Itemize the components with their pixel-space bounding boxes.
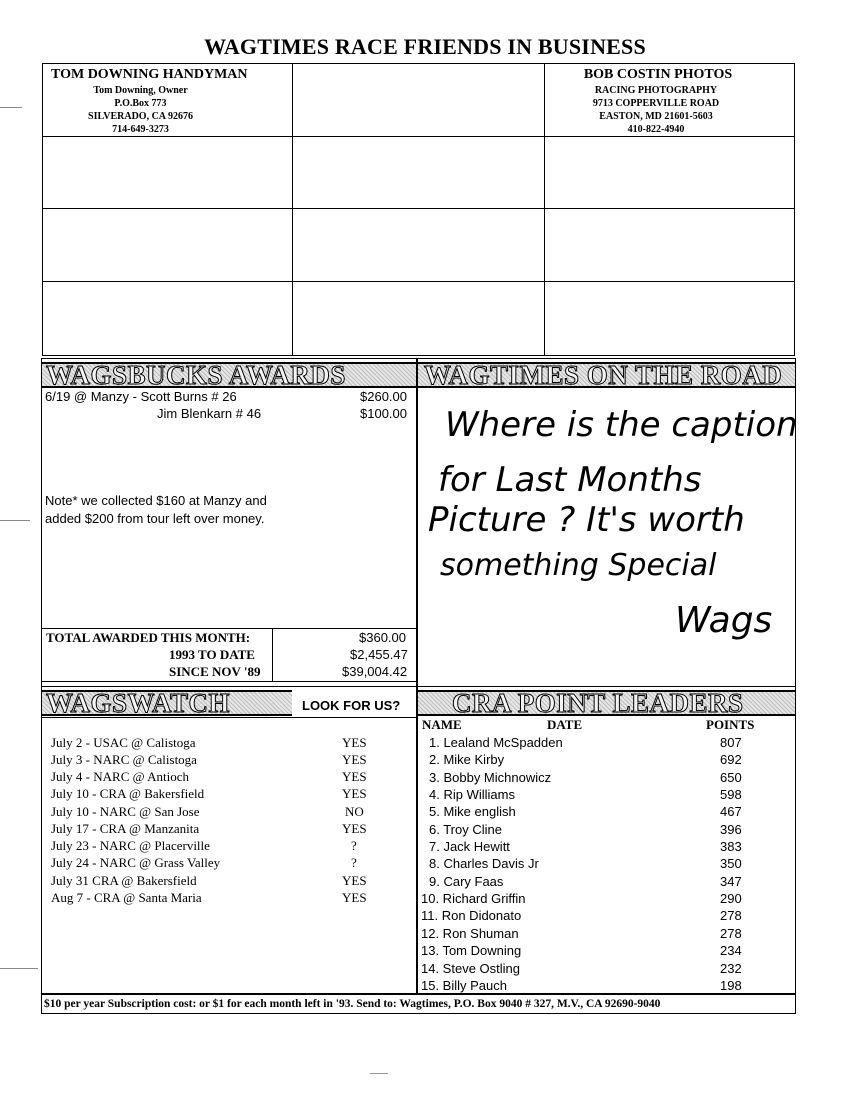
scan-mark [370, 1073, 388, 1074]
total-amount: $2,455.47 [350, 647, 408, 662]
leader-points: 232 [720, 961, 742, 976]
leader-name: 12. Ron Shuman [421, 926, 519, 941]
leader-name: 7. Jack Hewitt [429, 839, 510, 854]
event-item: July 4 - NARC @ Antioch [51, 769, 190, 784]
wagswatch-header-rule [41, 717, 417, 718]
leader-name: 5. Mike english [429, 804, 516, 819]
scan-mark [0, 520, 30, 521]
date-column-header: DATE [547, 717, 583, 732]
points-column-header: POINTS [706, 717, 755, 732]
card-line: 9713 COPPERVILLE ROAD [592, 98, 720, 109]
event-item: July 10 - NARC @ San Jose [51, 804, 200, 819]
event-item: Aug 7 - CRA @ Santa Maria [51, 890, 202, 905]
leader-points: 234 [720, 943, 742, 958]
card-line: 410-822-4940 [627, 124, 685, 135]
business-card-empty [42, 136, 293, 209]
card-title: BOB COSTIN PHOTOS [583, 67, 733, 82]
total-label: TOTAL AWARDED THIS MONTH: [46, 630, 251, 645]
event-status: YES [342, 821, 367, 836]
card-title: TOM DOWNING HANDYMAN [51, 67, 248, 82]
total-amount: $39,004.42 [342, 664, 408, 679]
card-line: EASTON, MD 21601-5603 [599, 111, 713, 122]
business-card-empty [42, 281, 293, 356]
business-card-bob-costin [544, 63, 795, 137]
leader-name: 1. Lealand McSpadden [429, 735, 563, 750]
leader-points: 650 [720, 770, 742, 785]
leader-name: 10. Richard Griffin [421, 891, 526, 906]
card-line: SILVERADO, CA 92676 [88, 111, 193, 122]
award-amount: $260.00 [360, 389, 407, 404]
card-line: Tom Downing, Owner [93, 85, 188, 96]
leader-points: 383 [720, 839, 742, 854]
leader-points: 278 [720, 926, 742, 941]
card-line: P.O.Box 773 [114, 98, 167, 109]
leader-points: 807 [720, 735, 742, 750]
leader-points: 198 [720, 978, 742, 993]
award-line: 6/19 @ Manzy - Scott Burns # 26 [45, 389, 237, 404]
cra-top-rule [418, 686, 795, 687]
leader-name: 9. Cary Faas [429, 874, 504, 889]
business-card-empty [292, 208, 545, 282]
event-status: YES [342, 752, 367, 767]
event-status: ? [351, 855, 357, 870]
business-card-empty [42, 208, 293, 282]
event-status: YES [342, 735, 367, 750]
leader-name: 4. Rip Williams [429, 787, 515, 802]
award-line: Jim Blenkarn # 46 [157, 406, 262, 421]
on-the-road-banner: WAGTIMES ON THE ROAD [418, 362, 795, 388]
handwritten-note: Picture ? It's worth [428, 500, 745, 540]
event-item: July 3 - NARC @ Calistoga [51, 752, 197, 767]
event-item: July 23 - NARC @ Placerville [51, 838, 210, 853]
leader-name: 11. Ron Didonato [421, 908, 522, 923]
award-note: added $200 from tour left over money. [45, 511, 265, 526]
event-status: YES [342, 873, 367, 888]
card-line: 714-649-3273 [112, 124, 169, 135]
wagsbucks-awards-banner: WAGSBUCKS AWARDS [42, 362, 416, 388]
wagswatch-banner: WAGSWATCH [42, 690, 292, 716]
look-for-us-header: LOOK FOR US? [302, 698, 401, 713]
leader-points: 350 [720, 856, 742, 871]
award-note: Note* we collected $160 at Manzy and [45, 493, 267, 508]
leader-name: 14. Steve Ostling [421, 961, 520, 976]
business-card-empty [544, 208, 795, 282]
business-card-empty [544, 281, 795, 356]
total-amount: $360.00 [359, 630, 406, 645]
event-status: YES [342, 890, 367, 905]
event-item: July 31 CRA @ Bakersfield [51, 873, 197, 888]
total-label: SINCE NOV '89 [169, 664, 261, 679]
leader-name: 13. Tom Downing [421, 943, 522, 958]
business-card-empty [544, 136, 795, 209]
total-label: 1993 TO DATE [169, 647, 255, 662]
event-item: July 17 - CRA @ Manzanita [51, 821, 200, 836]
wagswatch-top-rule [41, 686, 417, 687]
business-card-empty [292, 136, 545, 209]
event-item: July 2 - USAC @ Calistoga [51, 735, 196, 750]
event-item: July 10 - CRA @ Bakersfield [51, 786, 205, 801]
event-status: YES [342, 786, 367, 801]
leader-points: 290 [720, 891, 742, 906]
leader-points: 347 [720, 874, 742, 889]
business-card-empty [292, 63, 545, 137]
event-status: ? [351, 838, 357, 853]
column-divider [416, 358, 418, 993]
handwritten-note: something Special [440, 548, 717, 583]
handwritten-note: Where is the caption [445, 405, 798, 445]
leader-points: 396 [720, 822, 742, 837]
leader-name: 8. Charles Davis Jr [429, 856, 539, 871]
footer-rule [41, 993, 796, 995]
scan-mark [0, 107, 22, 108]
leader-name: 6. Troy Cline [429, 822, 502, 837]
subscription-footer: $10 per year Subscription cost: or $1 for each month left in '93. Send to: Wagtimes, P.O. Box 9040 # 327, M.V., CA 92690-9040 [44, 998, 661, 1010]
handwritten-signature: Wags [675, 600, 773, 641]
totals-top-rule [41, 628, 417, 629]
business-card-tom-downing [42, 63, 293, 137]
business-card-empty [292, 281, 545, 356]
totals-bottom-rule [41, 681, 417, 682]
event-status: NO [345, 804, 364, 819]
handwritten-note: for Last Months [438, 460, 702, 500]
leader-points: 692 [720, 752, 742, 767]
leader-points: 598 [720, 787, 742, 802]
event-status: YES [342, 769, 367, 784]
totals-divider [272, 629, 273, 681]
card-line: RACING PHOTOGRAPHY [594, 85, 718, 96]
cra-point-leaders-banner: CRA POINT LEADERS [418, 690, 795, 716]
event-item: July 24 - NARC @ Grass Valley [51, 855, 221, 870]
leader-name: 2. Mike Kirby [429, 752, 505, 767]
leader-points: 278 [720, 908, 742, 923]
name-column-header: NAME [422, 717, 462, 732]
leader-name: 15. Billy Pauch [421, 978, 507, 993]
award-amount: $100.00 [360, 406, 407, 421]
page-title: WAGTIMES RACE FRIENDS IN BUSINESS [204, 34, 646, 59]
leader-points: 467 [720, 804, 742, 819]
leader-name: 3. Bobby Michnowicz [429, 770, 552, 785]
scan-mark [0, 968, 38, 969]
